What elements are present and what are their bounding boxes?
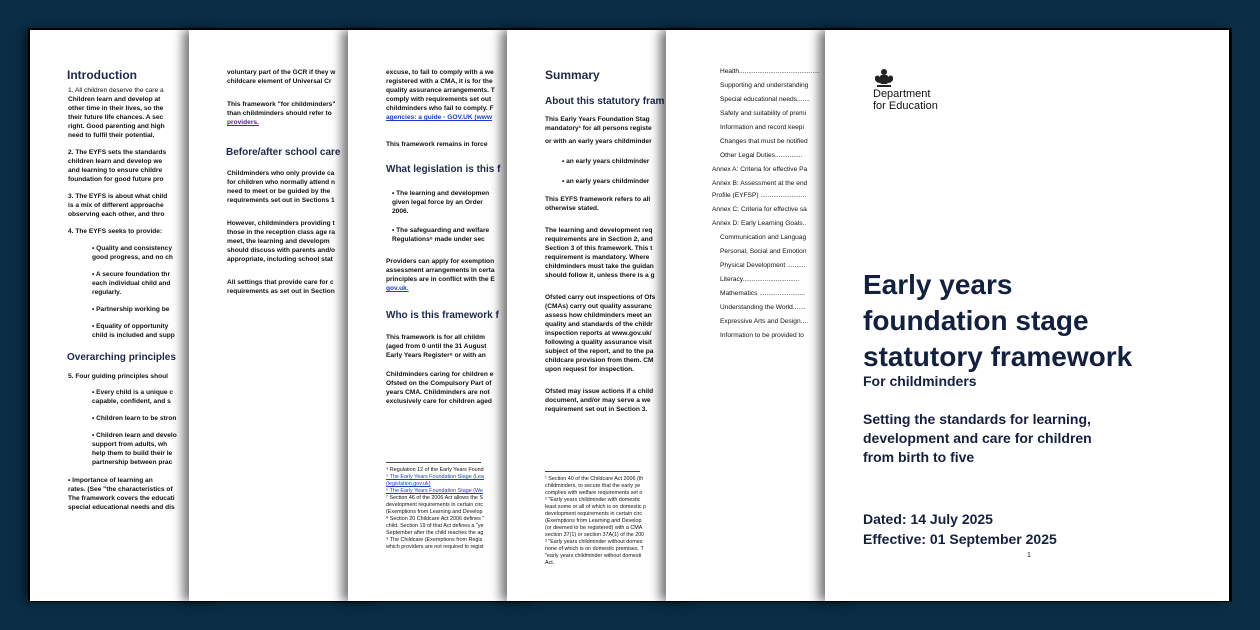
body-line: • The safeguarding and welfare [392,227,490,234]
footnote: section 37(1) or section 37A(1) of the 200 [545,532,645,538]
body-line: quality and standards of the childr [545,321,653,328]
footnote-link[interactable]: ⁵ The Early Years Foundation Stage (Lea [386,474,485,480]
body-line: otherwise stated. [545,205,599,212]
body-line: subject of the report, and to the pa [545,348,654,355]
principles-line: • Children learn to be stron [92,415,177,422]
body-line: or with an early years childminder [545,138,652,145]
body-line: voluntary part of the GCR if they w [227,69,336,76]
principles-line: The framework covers the educati [68,495,175,502]
intro-line: need to fulfil their potential. [68,132,155,139]
body-line: comply with requirements set out [386,96,492,103]
footnote: ⁸ Section 20 Childcare Act 2006 defines " [386,516,485,522]
body-line: • The learning and developmen [392,190,490,197]
toc-item[interactable]: Literacy............................... [720,276,800,283]
principles-line: • Every child is a unique c [92,389,174,396]
principles-line: help them to build their le [92,450,173,457]
footnote: none of which is on domestic premises. T [545,546,644,552]
principles-line: 5. Four guiding principles shoul [68,373,169,380]
document-tagline [863,410,1092,467]
tagline-line: from birth to five [863,449,975,465]
body-line: This framework is for all childm [386,334,485,341]
footnote: ⁷ Section 46 of the 2006 Act allows the S [386,495,483,501]
body-line: This framework remains in force [386,141,488,148]
body-line: The learning and development req [545,227,653,234]
body-line: excuse, to fail to comply with a we [386,69,494,76]
principles-line: capable, confident, and s [92,398,171,405]
footnote: ⁹ The Childcare (Exemptions from Regis [386,537,483,543]
intro-line: child is included and supp [92,332,175,339]
gov-uk-link[interactable]: gov.uk. [386,285,409,292]
toc-item[interactable]: Annex A: Criteria for effective Pa [712,166,808,173]
toc-item[interactable]: Information to be provided to [720,332,804,339]
body-line: mandatory¹ for all persons registe [545,125,652,132]
heading-overarching-principles: Overarching principles [67,352,176,363]
footnote: which providers are not required to regist [386,544,484,550]
intro-line: other time in their lives, so the [68,105,164,112]
intro-line: • Partnership working be [92,306,170,313]
body-line: childcare element of Universal Cr [227,78,332,85]
intro-line: and learning to ensure childre [68,167,163,174]
body-line: upon request for inspection. [545,366,635,373]
intro-line: 3. The EYFS is about what child [68,193,168,200]
body-line: requirements as set out in Section [227,288,335,295]
toc-item[interactable]: Information and record keepi [720,124,804,131]
intro-line: 2. The EYFS sets the standards [68,149,167,156]
body-line: • an early years childminder [562,178,650,185]
body-line: need to meet or be guided by the [227,188,331,195]
intro-line: their future life chances. A sec [68,114,164,121]
body-line: those in the reception class age ra [227,229,336,236]
body-line: Childminders caring for children e [386,371,494,378]
dated-text: Dated: 14 July 2025 [863,511,993,527]
body-line: exclusively care for children aged [386,398,492,405]
body-line: childminders who fail to comply. F [386,105,494,112]
body-line: principles are in conflict with the E [386,276,495,283]
body-line: appropriate, including school stat [227,256,333,263]
tagline-line: development and care for children [863,430,1092,446]
body-line: requirement is mandatory. Where [545,254,650,261]
footnote: complies with welfare requirements set o [545,490,643,496]
body-line: registered with a CMA, it is for the [386,78,493,85]
intro-line: • Equality of opportunity [92,323,169,330]
footnote: ¹ Section 40 of the Childcare Act 2006 (th [545,476,644,482]
footnote: (or deemed to be registered) with a CMA [545,525,643,531]
heading-summary: Summary [545,68,600,82]
toc-item[interactable]: Understanding the World....... [720,304,806,311]
body-line: Ofsted may issue actions if a child [545,388,654,395]
body-line: Ofsted on the Compulsory Part of [386,380,492,387]
title-line: foundation stage [863,305,1089,336]
body-line: Childminders who only provide ca [227,170,335,177]
body-line: Ofsted carry out inspections of Ofs [545,294,656,301]
toc-item[interactable]: Communication and Languag [720,234,807,241]
toc-item[interactable]: Profile (EYFSP) ......................... [712,192,807,199]
toc-item[interactable]: Personal, Social and Emotion [720,248,807,255]
tagline-line: Setting the standards for learning, [863,411,1091,427]
body-line: should follow it, unless there is a g [545,272,655,279]
body-line: quality assurance arrangements. T [386,87,495,94]
toc-item[interactable]: Annex B: Assessment at the end [712,180,808,187]
intro-line: • A secure foundation thr [92,271,171,278]
toc-item[interactable]: Changes that must be notified [720,138,808,145]
footnote: ³ "Early years childminder without domes [545,539,643,545]
page-number: 1 [1027,552,1031,559]
footnote: child. Section 19 of that Act defines a "ye [386,523,484,529]
footnote: childminders, to secure that the early ye [545,483,641,489]
principles-line: • Importance of learning an [68,477,153,484]
body-line: This framework "for childminders" [227,101,336,108]
providers-link[interactable]: providers. [227,119,259,126]
body-line: All settings that provide care for c [227,279,334,286]
body-line: This EYFS framework refers to all [545,196,651,203]
body-line: assess how childminders meet an [545,312,652,319]
toc-item[interactable]: Health............................................ [720,68,820,75]
principles-line: • Children learn and develo [92,432,177,439]
footnote: (Exemptions from Learning and Develop [386,509,483,515]
footnote: least some or all of which is on domestic p [545,504,646,510]
toc-item[interactable]: Annex D: Early Learning Goals.. [712,220,807,227]
body-line: meet, the learning and developm [227,238,330,245]
toc-item[interactable]: Supporting and understanding [720,82,809,89]
body-line: should discuss with parents and/o [227,247,336,254]
intro-line: children learn and develop we [68,158,163,165]
principles-line: support from adults, wh [92,441,168,448]
body-line: requirements set out in Sections 1 [227,197,335,204]
intro-line: each individual child and [92,280,171,287]
footnote: (Exemptions from Learning and Develop [545,518,642,524]
body-line: years CMA. Childminders are not [386,389,490,396]
body-line: requirement set out in Section 3. [545,406,648,413]
intro-line: good progress, and no ch [92,254,173,261]
agencies-guide-link[interactable]: agencies: a guide - GOV.UK (www [386,114,493,121]
body-line: given legal force by an Order [392,199,483,206]
department-logo-text [873,88,938,112]
department-line: Department [873,88,931,100]
intro-line: right. Good parenting and high [68,123,165,130]
body-line: (CMAs) carry out quality assuranc [545,303,652,310]
heading-about-statutory-framework: About this statutory fram [545,96,665,107]
body-line: childcare provision from them. CM [545,357,654,364]
footnote: development requirements in certain circ [386,502,484,508]
toc-item[interactable]: Expressive Arts and Design.... [720,318,808,325]
footnote-rule [386,462,481,463]
document-title [863,267,1132,375]
footnote-rule [545,471,640,472]
body-line: requirements are in Section 2, and [545,236,653,243]
toc-item[interactable]: Special educational needs....... [720,96,810,103]
footnote: "early years childminder without domesti [545,553,642,559]
intro-line: 4. The EYFS seeks to provide: [68,228,163,235]
footnote-link[interactable]: ⁶ The Early Years Foundation Stage (We [386,488,484,494]
title-line: Early years [863,269,1013,300]
toc-item[interactable]: Annex C: Criteria for effective sa [712,206,807,213]
body-line: Section 3 of this framework. This t [545,245,653,252]
document-dates [863,509,1057,549]
body-line: However, childminders providing t [227,220,335,227]
intro-line: foundation for good future pro [68,176,164,183]
body-line: inspection reports at www.gov.uk/ [545,330,652,337]
heading-introduction: Introduction [67,68,137,82]
heading-before-after-school-care: Before/after school care [226,147,341,158]
body-line: Early Years Register⁸ or with an [386,352,486,359]
principles-line: partnership between prac [92,459,173,466]
principles-line: rates. (See "the characteristics of [68,486,173,493]
body-line: (aged from 0 until the 31 August [386,343,487,350]
body-line: Regulations⁶ made under sec [392,236,485,243]
royal-arms-crest-icon [873,68,895,88]
footnote: Act. [545,560,555,566]
footnote-link[interactable]: (legislation.gov.uk) [386,481,431,487]
document-subtitle: For childminders [863,373,977,389]
effective-date-text: Effective: 01 September 2025 [863,531,1057,547]
footnote: September after the child reaches the ag [386,530,484,536]
heading-what-legislation: What legislation is this f [386,164,501,175]
body-line: document, and/or may serve a we [545,397,651,404]
heading-who-is-this-for: Who is this framework f [386,310,499,321]
toc-item[interactable]: Safety and suitability of premi [720,110,807,117]
body-line: for children who normally attend n [227,179,336,186]
intro-line: is a mix of different approache [68,202,164,209]
department-line: for Education [873,100,938,112]
body-line: than childminders should refer to [227,110,332,117]
toc-item[interactable]: Mathematics ......................... [720,290,806,297]
footnote: ² "Early years childminder with domestic [545,497,641,503]
principles-line: special educational needs and dis [68,504,175,511]
intro-line: 1. All children deserve the care a [68,87,164,94]
intro-line: regularly. [92,289,122,296]
body-line: childminders must take the guidan [545,263,654,270]
title-line: statutory framework [863,341,1133,372]
cover-page [825,30,1229,601]
body-line: assessment arrangements in certa [386,267,495,274]
body-line: Providers can apply for exemption [386,258,495,265]
toc-item[interactable]: Other Legal Duties............... [720,152,803,159]
intro-line: observing each other, and thro [68,211,165,218]
intro-line: • Quality and consistency [92,245,172,252]
body-line: • an early years childminder [562,158,650,165]
body-line: This Early Years Foundation Stag [545,116,650,123]
body-line: following a quality assurance visit [545,339,652,346]
footnote: ⁴ Regulation 12 of the Early Years Found [386,467,484,473]
body-line: 2006. [392,208,409,215]
toc-item[interactable]: Physical Development .......... [720,262,806,269]
intro-line: Children learn and develop at [68,96,161,103]
footnote: development requirements in certain circ [545,511,643,517]
